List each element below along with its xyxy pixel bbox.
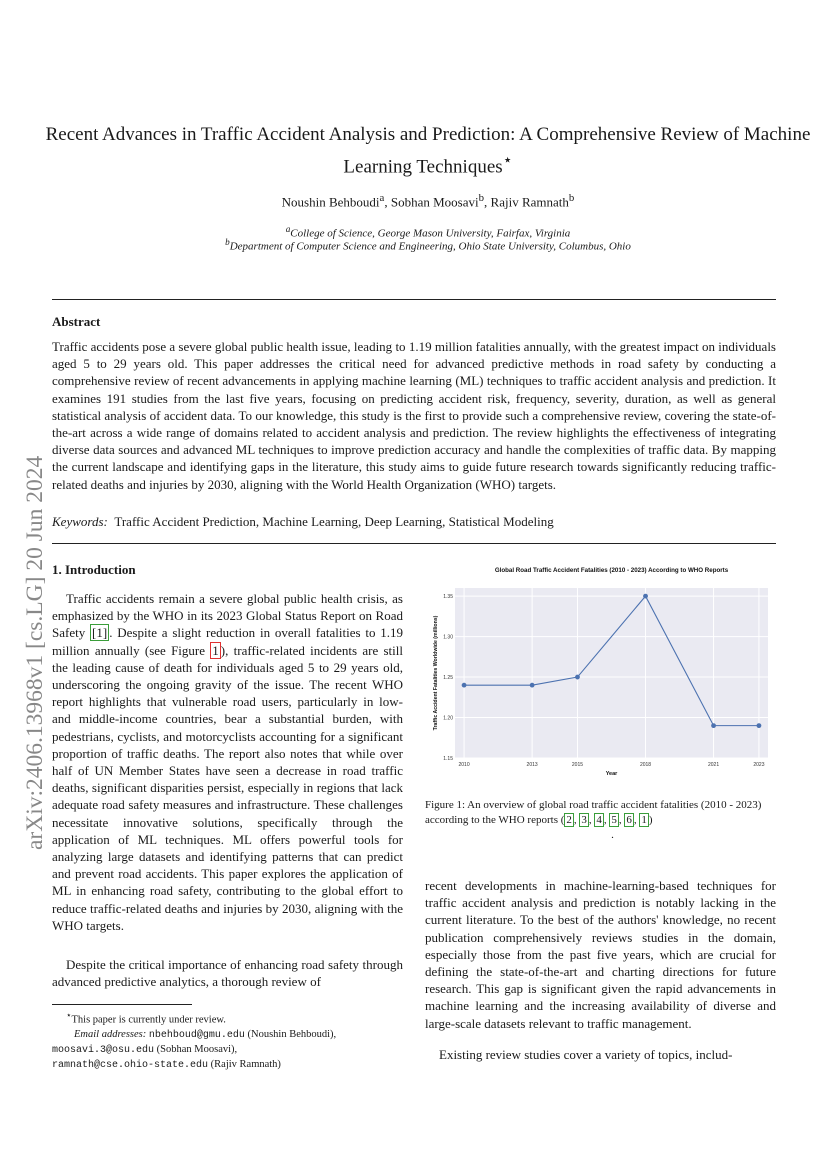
footnote-divider	[52, 1004, 192, 1005]
x-axis-label: Year	[605, 771, 618, 777]
author-name: Noushin Behboudi	[281, 194, 380, 210]
author-affil-mark: b	[478, 192, 485, 204]
citation-link[interactable]: 6	[626, 814, 632, 826]
email-owner: (Noushin Behboudi),	[244, 1028, 337, 1040]
y-tick-label: 1.20	[443, 715, 453, 722]
data-point	[530, 683, 535, 688]
data-point	[757, 723, 762, 728]
paper-title	[40, 122, 816, 180]
footnote-text: This paper is currently under review.	[71, 1014, 226, 1026]
author-list: Noushin Behboudi$^a$, Sobhan Moosavi$^b$, Rajiv Ramnath$^b$	[281, 192, 575, 210]
author-name: Rajiv Ramnath	[490, 194, 569, 210]
paragraph-text: . Despite a slight reduction in overall fatalities to 1.19 million annually (see Figure	[52, 625, 404, 658]
email-link[interactable]: moosavi.3@osu.edu	[52, 1044, 155, 1056]
author-name: Sobhan Moosavi	[390, 194, 479, 210]
caption-separator: ,	[573, 814, 580, 826]
data-point	[643, 594, 648, 599]
affiliation	[40, 237, 816, 253]
x-tick-label: 2021	[708, 762, 720, 768]
caption-text: Figure 1: An overview of global road traffic accident fatalities (2010 - 2023) according to the WHO reports (	[425, 799, 762, 826]
chart-title: Global Road Traffic Accident Fatalities (2010 - 2023) According to WHO Reports	[494, 567, 729, 574]
abstract-heading: Abstract	[52, 314, 101, 329]
affiliation-text: College of Science, George Mason University, Fairfax, Virginia	[290, 227, 571, 240]
email-owner: (Sobhan Moosavi),	[154, 1043, 238, 1055]
y-axis-label: Traffic Accident Fatalities Worldwide (millions)	[433, 615, 439, 731]
x-tick-label: 2018	[639, 762, 652, 768]
arxiv-side-stamp	[6, 362, 52, 852]
footnote-mark: ⋆	[66, 1010, 72, 1020]
paper-title-text: Recent Advances in Traffic Accident Analysis and Prediction: A Comprehensive Review of Machine Learning Techniques	[45, 124, 811, 178]
y-tick-label: 1.15	[443, 756, 453, 762]
email-link[interactable]: nbehboud@gmu.edu	[148, 1029, 245, 1041]
abstract-text: Traffic accidents pose a severe global public health issue, leading to 1.19 million fatalities annually, with the greatest impact on individuals aged 5 to 29 years old. This paper addresses the critical need for advanced predictive methods in road safety by conducting a comprehensive review of recent advancements in applying machine learning (ML) techniques to traffic accident analysis and prediction. It examines 191 studies from the last five years, focusing on predicting accident risk, frequency, severity, duration, as well as general statistical analysis of accident data. To our knowledge, this study is the first to provide such a comprehensive review, covering the state-of-the-art across a wide range of domains related to accident analysis and prediction. The review highlights the effectiveness of integrating diverse data sources and advanced ML techniques to improve prediction accuracy and handle the complexities of traffic data. By mapping the current landscape and identifying gaps in the literature, this study aims to guide future research towards significantly reducing traffic-related deaths and injuries by 2030, aligning with the World Health Organization (WHO) targets.	[52, 339, 776, 492]
citation-link[interactable]: 2	[566, 814, 572, 826]
author-affil-mark: b	[568, 192, 575, 204]
x-tick-label: 2013	[526, 762, 538, 768]
intro-paragraph-2: Despite the critical importance of enhancing road safety through advanced predictive analytics, a thorough review of	[52, 957, 403, 990]
data-point	[575, 675, 580, 680]
affiliation-mark: b	[225, 237, 230, 247]
paragraph-text: Traffic accidents remain a severe global public health crisis, as emphasized by the WHO in its 2023 Global Status Report on Road Safety	[52, 591, 403, 641]
email-link[interactable]: ramnath@cse.ohio-state.edu	[52, 1059, 209, 1071]
intro-paragraph-4: Existing review studies cover a variety of topics, includ-	[439, 1047, 733, 1062]
caption-refs	[564, 813, 649, 827]
y-tick-label: 1.35	[443, 594, 453, 601]
x-tick-label: 2023	[753, 762, 765, 768]
email-label: Email addresses:	[74, 1028, 147, 1040]
fatalities-line-chart	[425, 562, 776, 784]
citation-link[interactable]: [1]	[92, 625, 108, 641]
x-tick-label: 2010	[458, 762, 470, 768]
arxiv-id: arXiv:2406.13968v1 [cs.LG] 20 Jun 2024	[22, 455, 48, 850]
caption-text: )	[648, 814, 653, 826]
citation-link[interactable]: 4	[596, 814, 602, 826]
y-tick-label: 1.30	[443, 634, 453, 641]
citation-link[interactable]: 1	[641, 814, 647, 826]
x-tick-label: 2015	[571, 762, 584, 768]
data-point	[462, 683, 467, 688]
figure-ref-link[interactable]: 1	[212, 642, 219, 658]
keywords	[52, 514, 776, 530]
intro-paragraph-3: recent developments in machine-learning-based techniques for traffic accident analysis and prediction is notably lacking in the current literature. To the best of the authors' knowledge, no recent publication comprehensively reviews studies in the domain, especially those from the past five years, which are crucial for defining the state-of-the-art and charting directions for future research. This gap is significant given the rapid advancements in machine learning and the increasing availability of diverse and large-scale datasets relevant to traffic management.	[425, 878, 776, 1031]
caption-dot: .	[611, 829, 614, 841]
affiliation-text: Department of Computer Science and Engineering, Ohio State University, Columbus, Ohio	[229, 240, 631, 253]
data-point	[711, 723, 716, 728]
paragraph-text: ), traffic-related incidents are still the leading cause of death for individuals aged 5 to 29 years old, underscoring the ongoing gravity of the issue. The recent WHO report highlights that vulnerable road users, particularly in low- and middle-income countries, bear a substantial burden, with pedestrians, cyclists, and motorcyclists accounting for a significant proportion of traffic deaths. The report also notes that while over half of UN Member States have seen a decrease in road traffic deaths, significant disparities persist, especially in regions that lack adequate road safety measures and infrastructure. These challenges necessitate innovative solutions, specifically through the application of ML techniques. ML offers powerful tools for analyzing large datasets and identifying patterns that can predict and prevent road accidents. This paper explores the application of ML in enhancing road safety, contributing to the global effort to reduce traffic-related deaths and injuries by 2030, aligning with the WHO targets.	[52, 642, 403, 933]
top-divider	[52, 299, 776, 300]
footnote	[52, 1008, 403, 1073]
author-affil-mark: a	[379, 192, 385, 204]
title-footnote-mark: ⋆	[502, 152, 513, 169]
email-owner: (Rajiv Ramnath)	[208, 1058, 281, 1070]
figure-caption	[425, 798, 776, 843]
intro-paragraph-1	[52, 590, 403, 934]
caption-separator: ,	[588, 814, 595, 826]
plot-area	[455, 588, 768, 758]
citation-link[interactable]: 5	[611, 814, 617, 826]
keywords-text: Traffic Accident Prediction, Machine Learning, Deep Learning, Statistical Modeling	[114, 514, 554, 529]
affiliation-mark: a	[285, 224, 291, 234]
caption-separator: ,	[618, 814, 625, 826]
section-heading: 1. Introduction	[52, 562, 136, 577]
citation-link[interactable]: 3	[581, 814, 587, 826]
caption-separator: ,	[633, 814, 640, 826]
caption-separator: ,	[603, 814, 610, 826]
keywords-label: Keywords:	[52, 514, 108, 529]
bottom-divider	[52, 543, 776, 544]
y-tick-label: 1.25	[443, 675, 453, 682]
